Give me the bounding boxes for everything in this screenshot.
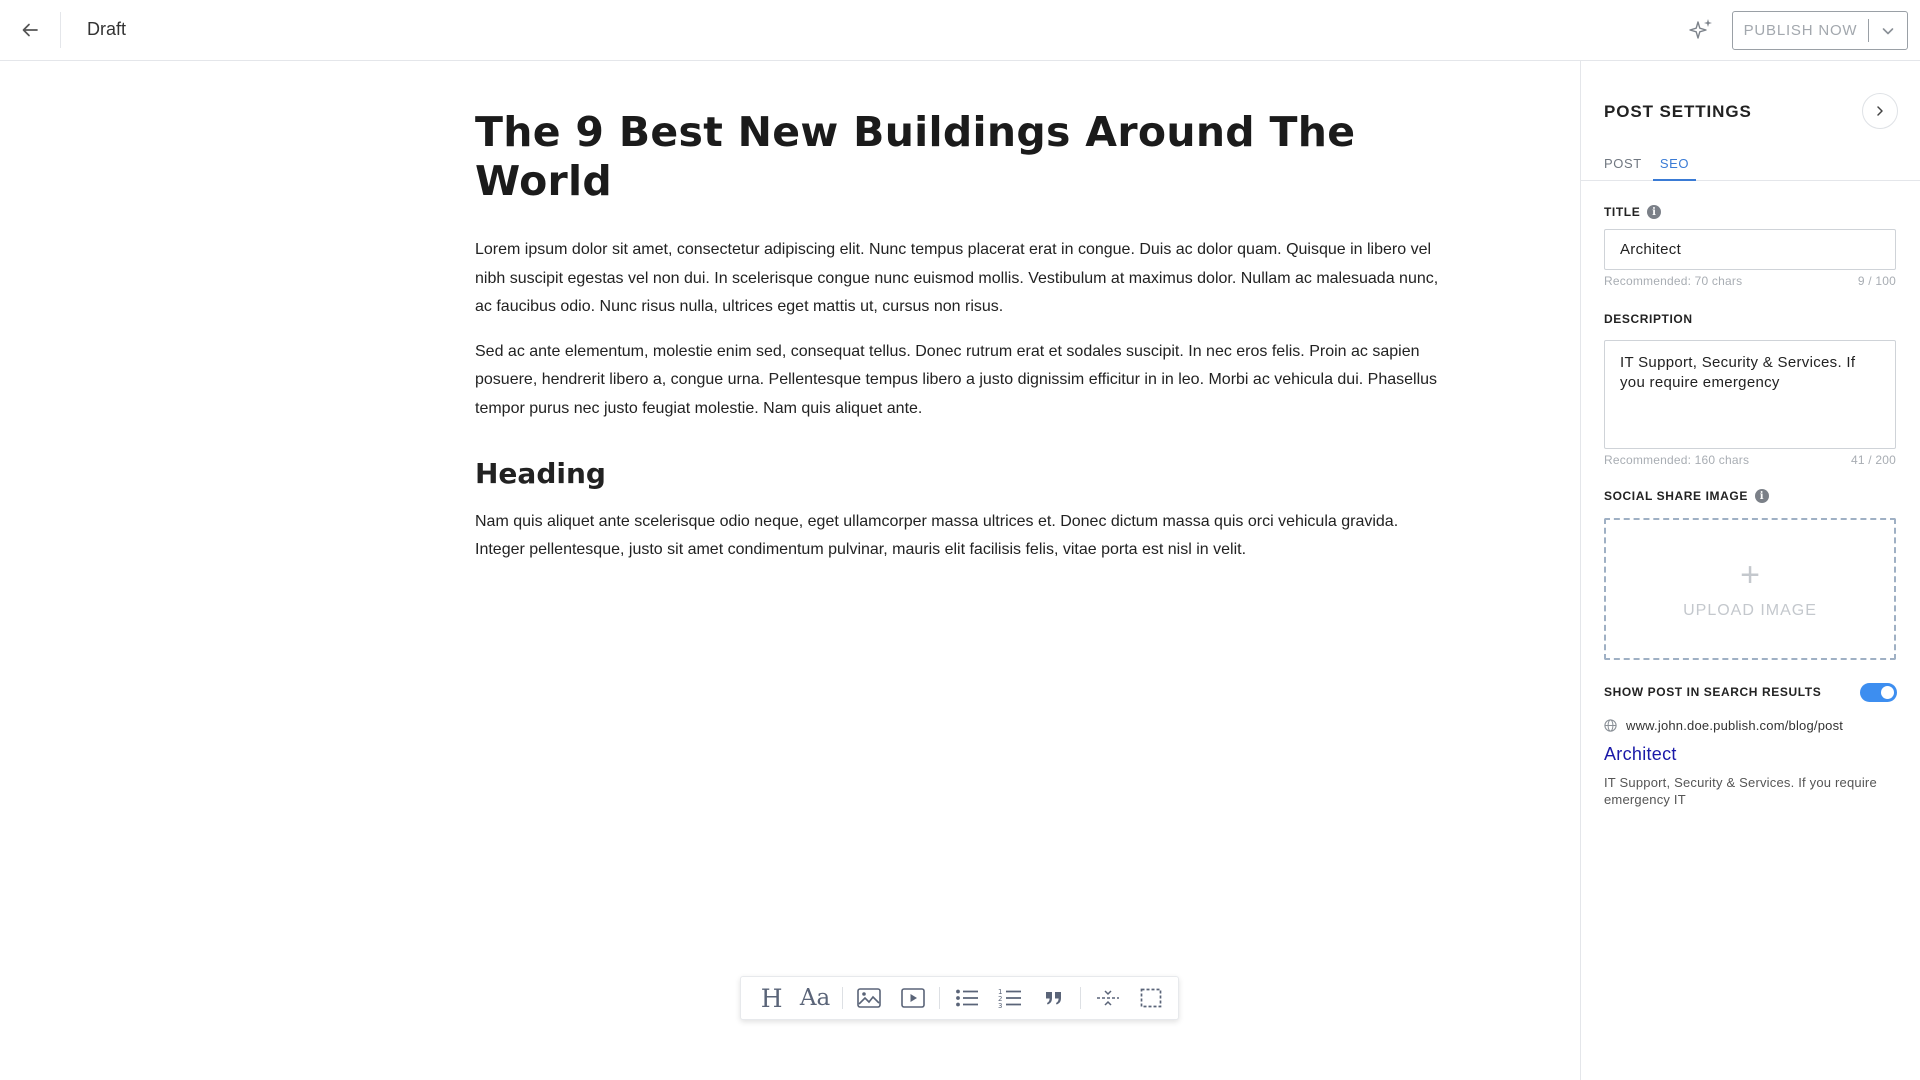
header-divider <box>60 12 61 48</box>
seo-title-char-count: 9 / 100 <box>1857 274 1896 288</box>
search-preview-url-row <box>1604 718 1843 733</box>
paragraph[interactable]: Sed ac ante elementum, molestie enim sed, consequat tellus. Donec rutrum erat et sodales suscipit. In nec eros felis. Proin ac sapien posuere, hendrerit libero a, congue urna. Pellentesque tempus libero a justo dignissim efficitur in in leo. Morbi ac vehicula dui. Phasellus tempor purus nec justo feugiat molestie. Nam quis aliquet ante. <box>475 342 1438 417</box>
insert-divider-button[interactable] <box>1091 981 1124 1015</box>
numbered-list-icon <box>998 987 1022 1009</box>
paragraph[interactable]: Lorem ipsum dolor sit amet, consectetur adipiscing elit. Nunc tempus placerat erat in congue. Duis ac dolor quam. Quisque in libero vel nibh suscipit egestas vel non dui. In scelerisque congue nunc euismod mollis. Vestibulum at maximus dolor. Nullam ac malesuada nunc, ac faucibus odio. Nunc risus nulla, ultrices eget mattis ut, cursus non risus. <box>475 241 1439 316</box>
post-editor[interactable] <box>475 62 1445 565</box>
chevron-down-icon <box>1881 24 1895 38</box>
video-icon <box>901 988 925 1008</box>
text-style-icon: Aa <box>799 985 831 1011</box>
sparkle-icon <box>1688 17 1714 43</box>
info-icon[interactable]: i <box>1647 205 1661 219</box>
block-toolbar <box>740 976 1179 1020</box>
post-settings-panel <box>1580 61 1920 1080</box>
info-icon[interactable]: i <box>1755 489 1769 503</box>
embed-icon <box>1140 988 1162 1008</box>
show-in-search-label: SHOW POST IN SEARCH RESULTS <box>1604 685 1822 699</box>
show-in-search-toggle[interactable] <box>1860 683 1897 702</box>
panel-title: POST SETTINGS <box>1604 102 1752 121</box>
post-heading[interactable]: Heading <box>475 457 606 491</box>
insert-embed-button[interactable] <box>1135 981 1168 1015</box>
top-bar <box>0 0 1920 61</box>
seo-title-label <box>1604 205 1661 219</box>
divider-icon <box>1096 988 1120 1008</box>
post-title[interactable]: The 9 Best New Buildings Around The World <box>475 108 1356 206</box>
settings-tabs <box>1581 151 1920 181</box>
social-share-image-label <box>1604 489 1769 503</box>
seo-description-hint: Recommended: 160 chars <box>1604 453 1750 467</box>
seo-description-label <box>1604 312 1693 326</box>
toolbar-separator <box>939 987 940 1009</box>
seo-description-char-count: 41 / 200 <box>1851 453 1896 467</box>
draft-status-label: Draft <box>87 19 127 39</box>
toolbar-separator <box>842 987 843 1009</box>
svg-text:3: 3 <box>998 1002 1003 1009</box>
insert-heading-button[interactable] <box>755 981 788 1015</box>
seo-description-input[interactable] <box>1604 340 1896 449</box>
social-share-image-label-text: SOCIAL SHARE IMAGE <box>1604 489 1748 503</box>
plus-icon: + <box>1740 556 1760 594</box>
collapse-panel-button[interactable] <box>1862 93 1898 129</box>
search-preview-title[interactable]: Architect <box>1604 744 1677 764</box>
paragraph[interactable]: Nam quis aliquet ante scelerisque odio neque, eget ullamcorper massa ultrices et. Donec dictum massa quis orci vehicula gravida. Integer pellentesque, justo sit amet condimentum pulvinar, mauris elit facilisis felis, vitae porta est nisl in velit. <box>475 512 1399 559</box>
seo-title-hint: Recommended: 70 chars <box>1604 274 1743 288</box>
svg-text:2: 2 <box>998 995 1003 1003</box>
quote-icon <box>1044 990 1064 1006</box>
search-preview-url: www.john.doe.publish.com/blog/post <box>1626 718 1844 733</box>
text-style-button[interactable] <box>798 981 831 1015</box>
image-icon <box>857 988 881 1008</box>
back-button[interactable] <box>14 14 46 46</box>
upload-image-dropzone[interactable] <box>1604 518 1896 660</box>
toolbar-separator <box>1080 987 1081 1009</box>
heading-icon: H <box>760 983 783 1013</box>
tab-post[interactable]: POST <box>1604 156 1642 171</box>
ai-assist-button[interactable] <box>1687 16 1715 44</box>
globe-icon <box>1604 719 1617 732</box>
publish-options-dropdown[interactable] <box>1869 12 1907 49</box>
arrow-left-icon <box>21 21 39 39</box>
publish-button-group <box>1732 11 1908 50</box>
numbered-list-button[interactable] <box>994 981 1027 1015</box>
svg-text:1: 1 <box>998 988 1003 996</box>
quote-button[interactable] <box>1037 981 1070 1015</box>
seo-title-input[interactable] <box>1604 229 1896 270</box>
seo-title-label-text: TITLE <box>1604 205 1641 219</box>
insert-image-button[interactable] <box>853 981 886 1015</box>
tab-seo[interactable]: SEO <box>1653 156 1696 181</box>
upload-image-label: UPLOAD IMAGE <box>1683 602 1817 619</box>
search-preview-description: IT Support, Security & Services. If you require emergency IT <box>1604 775 1877 807</box>
bullet-list-icon <box>955 988 979 1008</box>
bullet-list-button[interactable] <box>950 981 983 1015</box>
seo-description-label-text: DESCRIPTION <box>1604 312 1693 326</box>
chevron-right-icon <box>1874 105 1886 117</box>
publish-now-button[interactable]: PUBLISH NOW <box>1743 22 1858 39</box>
toggle-knob <box>1881 686 1894 699</box>
insert-video-button[interactable] <box>896 981 929 1015</box>
